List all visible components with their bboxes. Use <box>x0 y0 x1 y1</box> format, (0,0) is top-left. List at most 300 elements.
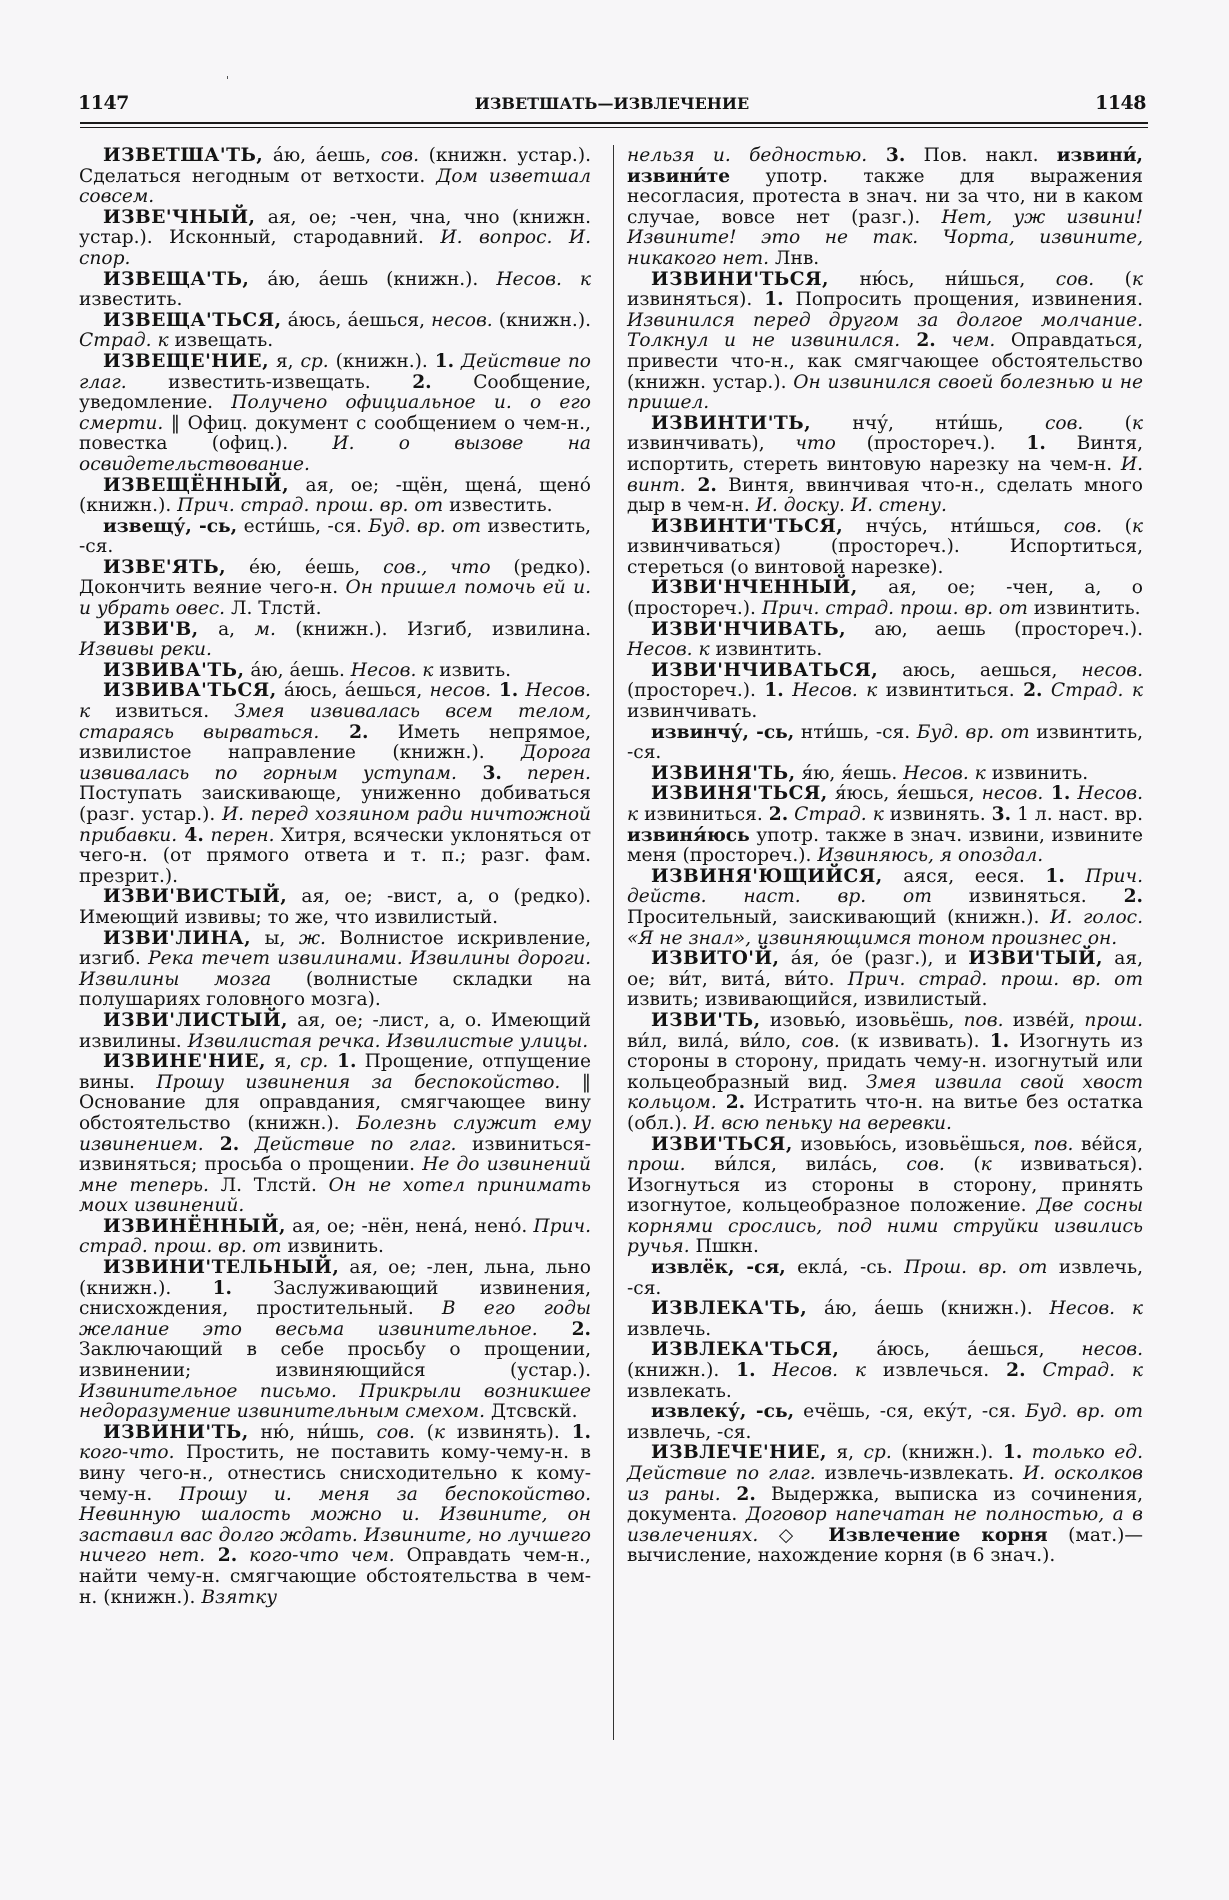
body-text: Винтя, испортить, стереть винтовую нарезку на чем-н. <box>627 433 1143 475</box>
italic-text: сов. <box>1063 515 1103 537</box>
body-text: ести́шь, -ся. <box>237 515 369 537</box>
body-text: извить. <box>433 659 512 681</box>
dictionary-entry <box>627 1443 1143 1567</box>
body-text: Выдержка, выписка из сочинения, документа. <box>627 1483 1143 1526</box>
sense-number: 2. <box>1006 1360 1026 1382</box>
body-text: извинять). <box>445 1421 572 1443</box>
body-text: нчу́сь, нти́шься, <box>843 515 1064 537</box>
body-text: Лнв. <box>769 247 820 269</box>
italic-text: Страд. к <box>1042 680 1143 702</box>
dictionary-entry <box>627 764 1143 785</box>
italic-text: Змея извивалась всем телом, стараясь вырваться. <box>79 701 591 743</box>
headword: ИЗВИНИ'ТЬ, <box>103 1421 249 1443</box>
italic-text: нельзя и. бедностью. <box>627 145 868 166</box>
italic-text: И. доску. И. стену. <box>755 495 947 517</box>
italic-text: Несов. к <box>350 659 434 681</box>
sense-number: 3. <box>867 145 906 166</box>
body-text: извлекать. <box>627 1380 732 1402</box>
dictionary-entry <box>79 146 591 208</box>
headword: ИЗВИВА'ТЬСЯ, <box>103 680 277 702</box>
body-text: 1 л. наст. вр. <box>1011 804 1143 825</box>
sense-number: 1. <box>989 1030 1010 1052</box>
body-text: Винтя, ввинчивая что-н., сделать много дыр в чем-н. <box>627 474 1143 517</box>
body-text: ая, ое; -лен, льна, льно (книжн.). <box>79 1257 591 1299</box>
italic-text: сов. <box>801 1030 840 1052</box>
italic-text: сов., что <box>383 556 491 578</box>
body-text: употр. также в знач. извини, извините меня (простореч.). <box>627 824 1143 867</box>
body-text: Оправдаться, привести что-н., как смягчающее обстоятельство (книжн. устар.). <box>627 330 1143 393</box>
dictionary-entry <box>79 1258 591 1423</box>
dictionary-entry <box>627 1258 1143 1299</box>
body-text: (книжн.). <box>891 1442 1003 1464</box>
dictionary-entry <box>627 1011 1143 1135</box>
italic-text: Извилистая речка. Извилистые улицы. <box>187 1030 589 1052</box>
italic-text: Прич. страд. прош. вр. от <box>761 598 1028 620</box>
body-text: (простореч.). <box>835 433 1027 455</box>
sense-number: 3. <box>991 804 1012 825</box>
dictionary-entry <box>79 1052 591 1217</box>
body-text: Л. Тлстй. <box>208 1174 329 1196</box>
body-text: Дтсвскй. <box>485 1401 578 1423</box>
italic-text: Действие по глаг. <box>239 1133 457 1155</box>
dictionary-entry <box>79 476 591 517</box>
italic-text: Прич. страд. прош. вр. от <box>847 968 1143 990</box>
body-text: ая, ое; -лист, а, о. Имеющий извилины. <box>79 1009 591 1052</box>
dictionary-entry <box>627 270 1143 414</box>
body-text: Прощение, отпущение вины. <box>79 1051 591 1093</box>
dictionary-entry <box>627 1402 1143 1443</box>
italic-text: Действие по глаг. <box>79 350 591 393</box>
body-text: я, <box>826 1442 864 1464</box>
headword: ИЗВИНЯ'ТЬ, <box>651 762 796 784</box>
headword: ИЗВИ'ВИСТЫЙ, <box>103 886 288 908</box>
italic-text: к <box>980 1154 992 1176</box>
headword: ИЗВИ'НЧИВАТЬ, <box>651 618 847 640</box>
body-text: (простореч.). <box>627 680 765 702</box>
italic-text: Взятку <box>201 1586 277 1608</box>
dictionary-entry <box>627 784 1143 866</box>
italic-text: сов. <box>1044 412 1084 434</box>
page-number-left: 1147 <box>78 92 129 114</box>
headword: ИЗВИНИ'ТЕЛЬНЫЙ, <box>103 1257 340 1279</box>
italic-text: И. перед хозяином ради ничтожной прибавки. <box>79 804 591 846</box>
headword: ИЗВИНТИ'ТЬ, <box>651 412 812 434</box>
body-text: извлечь, -ся. <box>627 1257 1143 1299</box>
body-text: Простить, не поставить кому-чему-н. в вину чего-н., отнестись снисходительно к кому-чему-н. <box>79 1442 591 1505</box>
body-text: известить, -ся. <box>79 515 591 558</box>
body-text: (книжн.). <box>328 350 435 372</box>
body-text: Пшкн. <box>689 1236 759 1258</box>
sense-number: 2. <box>768 804 789 825</box>
dictionary-entry <box>627 867 1143 949</box>
body-text: аюсь, аешься, <box>878 659 1082 681</box>
body-text: ы, <box>251 927 299 949</box>
body-text: (мат.)—вычисление, нахождение корня (в 6 знач.). <box>627 1524 1144 1567</box>
italic-text: И. голос. «Я не знал», извиняющимся тоном произнес он. <box>627 906 1143 949</box>
sense-number: 2. <box>412 371 432 393</box>
body-text: (волнистые складки на полушариях головного мозга). <box>79 968 591 1011</box>
headword: ИЗВИТО'Й, <box>651 948 780 970</box>
sense-number: 1. <box>1045 865 1065 887</box>
sense-number: 1. <box>491 680 519 702</box>
body-text: (книжн.). Изгиб, извилина. <box>275 618 591 640</box>
italic-text: кого-что чем. <box>237 1545 395 1567</box>
italic-text: И. всю пеньку на веревки. <box>693 1112 952 1134</box>
body-text: Оправдать чем-н., найти чему-н. смягчающие обстоятельства в чем-н. (книжн.). <box>79 1545 591 1608</box>
body-text: извинчивать. <box>627 701 758 723</box>
dictionary-entry <box>627 517 1143 579</box>
body-text: извинтить. <box>709 639 823 661</box>
body-text: извинить. <box>985 762 1089 784</box>
italic-text: Дом изветшал совсем. <box>79 165 591 208</box>
italic-text: сов. <box>376 1421 415 1443</box>
italic-text: Нет, уж извини! Извините! это не так. Чорта, извините, никакого нет. <box>627 206 1143 269</box>
italic-text: Извиняюсь, я опоздал. <box>817 845 1044 867</box>
italic-text: Прошу извинения за беспокойство. <box>156 1071 561 1093</box>
sense-number: 2. <box>203 1133 240 1155</box>
body-text: а́ю, а́ешь, <box>263 145 381 166</box>
headword: ИЗВЕЩА'ТЬСЯ, <box>103 309 282 331</box>
scan-speck <box>227 76 228 79</box>
italic-text: Извивы реки. <box>79 639 212 661</box>
body-text: а́ю, а́ешь. <box>244 659 351 681</box>
body-text: ( <box>1094 268 1132 290</box>
italic-text: перен. <box>501 762 591 784</box>
italic-text: Несов. к <box>1049 1298 1144 1320</box>
dictionary-entry <box>79 270 591 311</box>
body-text: а́я, о́е (разг.), и <box>779 948 969 970</box>
headword: ИЗВИ'НЧЕННЫЙ, <box>651 577 858 599</box>
body-text: ая, ое; -вист, а, о (редко). Имеющий извивы; то же, что извилистый. <box>79 886 591 928</box>
dictionary-entry <box>627 723 1143 764</box>
italic-text: Он пришел помочь ей и. и убрать овес. <box>79 577 591 620</box>
body-text: извлечь, -ся. <box>627 1421 752 1443</box>
italic-text: Страд. к <box>1025 1360 1143 1382</box>
word-form: извлеку́, -сь, <box>651 1401 795 1423</box>
sense-number: 2. <box>205 1545 238 1567</box>
left-column <box>79 146 591 1608</box>
body-text: ая, ое; -нён, нена́, нено́. <box>286 1215 534 1237</box>
dictionary-entry <box>79 1217 591 1258</box>
italic-text: Дорога извивалась по горным уступам. <box>79 742 591 784</box>
body-text: Иметь непрямое, извилистое направление (книжн.). <box>79 721 592 764</box>
body-text: ая, ое; -щён, щена́, щено́ (книжн.). <box>79 474 591 517</box>
italic-text: м. <box>254 618 276 640</box>
italic-text: Прош. вр. от <box>904 1257 1048 1279</box>
sense-number: 2. <box>900 330 936 352</box>
italic-text: пов. <box>963 1009 1004 1031</box>
headword: ИЗВИ'В, <box>103 618 199 640</box>
sense-number: 1. <box>1002 1442 1023 1464</box>
italic-text: Получено официальное и. о его смерти. <box>79 392 591 434</box>
italic-text: ср. <box>863 1442 892 1464</box>
sense-number: 2. <box>319 721 369 743</box>
header-rule-thick <box>80 122 1148 124</box>
italic-text: Несов. к <box>903 762 986 784</box>
dictionary-entry <box>79 208 591 270</box>
body-text: Волнистое искривление, изгиб. <box>79 927 591 970</box>
italic-text: к <box>1131 412 1143 434</box>
sense-number: 2. <box>720 1483 756 1505</box>
headword: ИЗВИ'ТЫЙ, <box>968 948 1104 970</box>
italic-text: ср. <box>300 1051 329 1073</box>
body-text: я́ю, я́ешь. <box>795 762 904 784</box>
italic-text: Прич. страд. прош. вр. от <box>79 1215 591 1258</box>
headword: ИЗВИ'ЛИНА, <box>103 927 252 949</box>
italic-text: Не до извинений мне теперь. <box>79 1154 591 1196</box>
word-form: извини́, извини́те <box>627 145 1144 187</box>
headword: ИЗВИ'ТЬСЯ, <box>651 1133 793 1155</box>
body-text: ( <box>1083 412 1132 434</box>
dictionary-entry <box>627 578 1143 619</box>
body-text: нти́шь, -ся. <box>794 721 917 743</box>
page-header <box>78 92 1146 122</box>
dictionary-entry <box>627 949 1143 1011</box>
body-text: извинтиться. <box>877 680 1024 702</box>
body-text: екла́, -сь. <box>785 1257 905 1279</box>
sense-number: 1. <box>434 350 455 372</box>
italic-text: Несов. к <box>783 680 878 702</box>
body-text: ая, ое; -чен, а, о (простореч.). <box>627 577 1143 620</box>
dictionary-entry <box>79 887 591 928</box>
headword: ИЗВЕ'ЧНЫЙ, <box>103 206 256 228</box>
italic-text: пов. <box>1033 1133 1074 1155</box>
dictionary-entry <box>79 311 591 352</box>
italic-text: Несов. к <box>79 680 591 723</box>
italic-text: Прошу и. меня за беспокойство. Невинную шалость можно и. Извините, он заставил вас долго ждать. Извините, но лучшего ничего нет. <box>79 1483 591 1567</box>
headword: ИЗВЛЕЧЕ'НИЕ, <box>651 1442 827 1464</box>
italic-text: перен. <box>203 824 275 846</box>
word-form: извинчу́, -сь, <box>651 721 795 743</box>
italic-text: несов. <box>1081 659 1143 681</box>
italic-text: несов. <box>981 783 1044 805</box>
italic-text: чем. <box>935 330 996 352</box>
body-text: ◇ <box>758 1524 829 1546</box>
headword: ИЗВИНЕ'НИЕ, <box>103 1051 266 1073</box>
dictionary-entry <box>79 1423 591 1608</box>
italic-text: Он не хотел принимать моих извинений. <box>79 1174 591 1217</box>
body-text: извинтить, -ся. <box>627 721 1143 764</box>
body-text: извиваться). Изогнуться из стороны в сторону, принять изогнутое, кольцеобразное положение. <box>627 1154 1143 1217</box>
body-text: ‖ Офиц. документ с сообщением о чем-н., повестка (офиц.). <box>79 412 591 455</box>
page-number-right: 1148 <box>1095 92 1146 114</box>
italic-text: к <box>433 1421 446 1443</box>
headword: ИЗВИНЯ'ЮЩИЙСЯ, <box>651 865 883 887</box>
headword: ИЗВИ'ЛИСТЫЙ, <box>103 1009 288 1031</box>
italic-text: кого-что. <box>79 1442 175 1464</box>
body-text: ая, ое; -чен, чна, чно (книжн. устар.). Исконный, стародавний. <box>79 206 591 249</box>
body-text: ( <box>1102 515 1132 537</box>
italic-text: Прич. действ. наст. вр. от <box>627 865 1143 908</box>
body-text: извинить. <box>281 1236 384 1258</box>
body-text: Истратить что-н. на витье без остатка (обл.). <box>627 1092 1143 1134</box>
sense-number: 1. <box>764 680 784 702</box>
body-text: известить. <box>79 289 183 311</box>
word-form: извиня́юсь <box>627 824 750 846</box>
sense-number: 3. <box>456 762 502 784</box>
italic-text: Несов. к <box>496 268 591 290</box>
sense-number: 4. <box>177 824 204 846</box>
headword: ИЗВЛЕКА'ТЬ, <box>651 1298 808 1320</box>
italic-text: прош. <box>627 1154 686 1176</box>
body-text: Изогнуть из стороны в сторону, придать чему-н. изогнутый или кольцеобразный вид. <box>627 1030 1143 1093</box>
body-text: я, <box>265 1051 301 1073</box>
body-text: а́ю, а́ешь (книжн.). <box>249 268 497 290</box>
headword: ИЗВЕЩЁННЫЙ, <box>103 474 290 496</box>
body-text: известить. <box>443 495 553 517</box>
headword: ИЗВИНЯ'ТЬСЯ, <box>651 783 828 805</box>
italic-text: Страд. к <box>79 330 169 352</box>
italic-text: Извинительное письмо. Прикрыли возникшее недоразумение извинительным смехом. <box>79 1380 591 1423</box>
body-text: нчу́, нти́шь, <box>811 412 1045 434</box>
sense-number: 1. <box>1043 783 1071 805</box>
sense-number: 1. <box>736 1360 756 1382</box>
dictionary-entry <box>79 620 591 661</box>
sense-number: 2. <box>1023 680 1043 702</box>
body-text: Заслуживающий извинения, снисхождения, простительный. <box>79 1277 591 1320</box>
body-text: Попросить прощения, извинения. <box>783 289 1143 311</box>
body-text: ( <box>414 1421 434 1443</box>
italic-text: Змея извила свой хвост кольцом. <box>627 1071 1144 1114</box>
body-text: изве́й, <box>1003 1009 1085 1031</box>
sense-number: 1. <box>764 289 784 311</box>
body-text: е́ю, е́ешь, <box>226 556 384 578</box>
italic-text: Несов. к <box>627 783 1143 825</box>
sense-number: 1. <box>1026 433 1046 455</box>
column-divider <box>613 145 614 1740</box>
body-text: я, <box>269 350 301 372</box>
headword: ИЗВИ'НЧИВАТЬСЯ, <box>651 659 879 681</box>
body-text: ви́лся, вила́сь, <box>685 1154 907 1176</box>
italic-text: что <box>795 433 836 455</box>
dictionary-entry <box>79 681 591 887</box>
dictionary-entry <box>627 1135 1143 1259</box>
word-form: Извлечение корня <box>828 1524 1048 1546</box>
sense-number: 1. <box>328 1051 357 1073</box>
sense-number: 1. <box>212 1277 232 1299</box>
body-text: Поступать заискивающе, униженно добиваться (разг. устар.). <box>79 783 591 825</box>
body-text: извинять. <box>883 804 992 825</box>
body-text: изовью́сь, изовьёшься, <box>792 1133 1034 1155</box>
dictionary-entry <box>79 1011 591 1052</box>
body-text: извиняться). <box>627 289 765 311</box>
italic-text: Река течет извилинами. Извилины дороги. Извилины мозга <box>79 948 591 990</box>
italic-text: к <box>1131 268 1144 290</box>
italic-text: И. винт. <box>627 453 1143 496</box>
body-text: (редко). Докончить веяние чего-н. <box>79 556 592 599</box>
body-text: извить; извивающийся, извилистый. <box>627 989 988 1011</box>
body-text: извлечься. <box>866 1360 1007 1382</box>
italic-text: Прич. страд. прош. вр. от <box>177 495 444 517</box>
italic-text: Буд. вр. от <box>916 721 1030 743</box>
running-head: ИЗВЕТШАТЬ—ИЗВЛЕЧЕНИЕ <box>474 94 750 113</box>
dictionary-entry <box>627 1299 1143 1340</box>
italic-text: ср. <box>300 350 329 372</box>
body-text: извлечь-извлекать. <box>815 1463 1024 1484</box>
italic-text: Договор напечатан не полностью, а в извлечениях. <box>627 1504 1143 1546</box>
body-text: а́юсь, а́ешься, <box>839 1339 1082 1361</box>
italic-text: сов. <box>906 1154 945 1176</box>
dictionary-entry <box>79 352 591 476</box>
dictionary-entry <box>627 146 1143 270</box>
body-text: ви́л, вила́, ви́ло, <box>627 1030 802 1052</box>
sense-number: 2. <box>685 474 717 496</box>
body-text: извиться. <box>90 701 235 723</box>
body-text: извинчиваться) (простореч.). Испортиться, стереться (о винтовой нарезке). <box>627 536 1143 578</box>
body-text: Л. Тлстй. <box>225 598 322 620</box>
dictionary-entry <box>627 661 1143 723</box>
headword: ИЗВИНИ'ТЬСЯ, <box>651 268 829 290</box>
body-text: извлечь. <box>627 1318 712 1340</box>
italic-text: И. осколков из раны. <box>627 1463 1144 1505</box>
italic-text: только ед. Действие по глаг. <box>627 1442 1144 1484</box>
italic-text: Страд. к <box>788 804 884 825</box>
italic-text: сов. <box>1055 268 1095 290</box>
body-text: а́ю, а́ешь (книжн.). <box>807 1298 1050 1320</box>
body-text: извещать. <box>168 330 274 352</box>
dictionary-entry <box>79 929 591 1011</box>
dictionary-entry <box>627 414 1143 517</box>
italic-text: Две сосны корнями срослись, под ними струйки извились ручья. <box>627 1195 1144 1258</box>
body-text: употр. также для выражения несогласия, протеста в знач. ни за что, ни в каком случае, вовсе нет (разг.). <box>627 165 1143 228</box>
body-text: а, <box>198 618 255 640</box>
body-text: (книжн. устар.). Сделаться негодным от ветхости. <box>79 145 592 187</box>
sense-number: 2. <box>1123 886 1143 908</box>
italic-text: прош. <box>1084 1009 1143 1031</box>
italic-text: несов. <box>1081 1339 1143 1361</box>
body-text: я́юсь, я́ешься, <box>827 783 982 805</box>
body-text: извиниться-извиняться; просьба о прощении. <box>79 1133 591 1176</box>
italic-text: Буд. вр. от <box>368 515 482 537</box>
dictionary-entry <box>627 1340 1143 1402</box>
italic-text: несов. <box>431 309 493 331</box>
body-text: аяся, ееся. <box>882 865 1046 887</box>
italic-text: Несов. к <box>755 1360 867 1382</box>
headword: ИЗВИВА'ТЬ, <box>103 659 245 681</box>
body-text: ( <box>944 1154 981 1176</box>
headword: ИЗВЕТША'ТЬ, <box>103 145 264 166</box>
body-text: ню́, ни́шь, <box>248 1421 377 1443</box>
sense-number: 2. <box>716 1092 746 1114</box>
body-text: а́юсь, а́ешься, <box>281 309 432 331</box>
body-text: изовью́, изовьёшь, <box>760 1009 964 1031</box>
italic-text: И. о вызове на освидетельствование. <box>79 433 591 475</box>
headword: ИЗВИ'ТЬ, <box>651 1009 761 1031</box>
body-text: ню́сь, ни́шься, <box>828 268 1056 290</box>
italic-text: В его годы желание это весьма извинительное. <box>79 1298 591 1340</box>
body-text: Пов. накл. <box>905 145 1057 166</box>
body-text: ‖ Основание для оправдания, смягчающее вину обстоятельство (книжн.). <box>79 1071 591 1134</box>
headword: ИЗВЕЩА'ТЬ, <box>103 268 250 290</box>
body-text: ве́йся, <box>1073 1133 1143 1155</box>
italic-text: ж. <box>298 927 326 949</box>
sense-number: 2. <box>537 1318 591 1340</box>
headword: ИЗВИНТИ'ТЬСЯ, <box>651 515 844 537</box>
body-text: Просительный, заискивающий (книжн.). <box>627 906 1051 928</box>
italic-text: несов. <box>429 680 492 702</box>
body-text: (книжн.). <box>627 1360 737 1382</box>
headword: ИЗВЕ'ЯТЬ, <box>103 556 227 578</box>
word-form: извлёк, -ся, <box>651 1257 786 1279</box>
body-text: Хитря, всячески уклоняться от чего-н. (от прямого ответа и т. п.; разг. фам. презрит.). <box>79 824 591 887</box>
body-text: известить-извещать. <box>126 371 413 393</box>
body-text: Заключающий в себе просьбу о прощении, извинении; извиняющийся (устар.). <box>79 1339 591 1382</box>
body-text: извинтить. <box>1027 598 1141 620</box>
headword: ИЗВЕЩЕ'НИЕ, <box>103 350 270 372</box>
italic-text: Он извинился своей болезнью и не пришел. <box>627 371 1144 414</box>
right-column <box>627 146 1143 1567</box>
headword: ИЗВИНЁННЫЙ, <box>103 1215 287 1237</box>
